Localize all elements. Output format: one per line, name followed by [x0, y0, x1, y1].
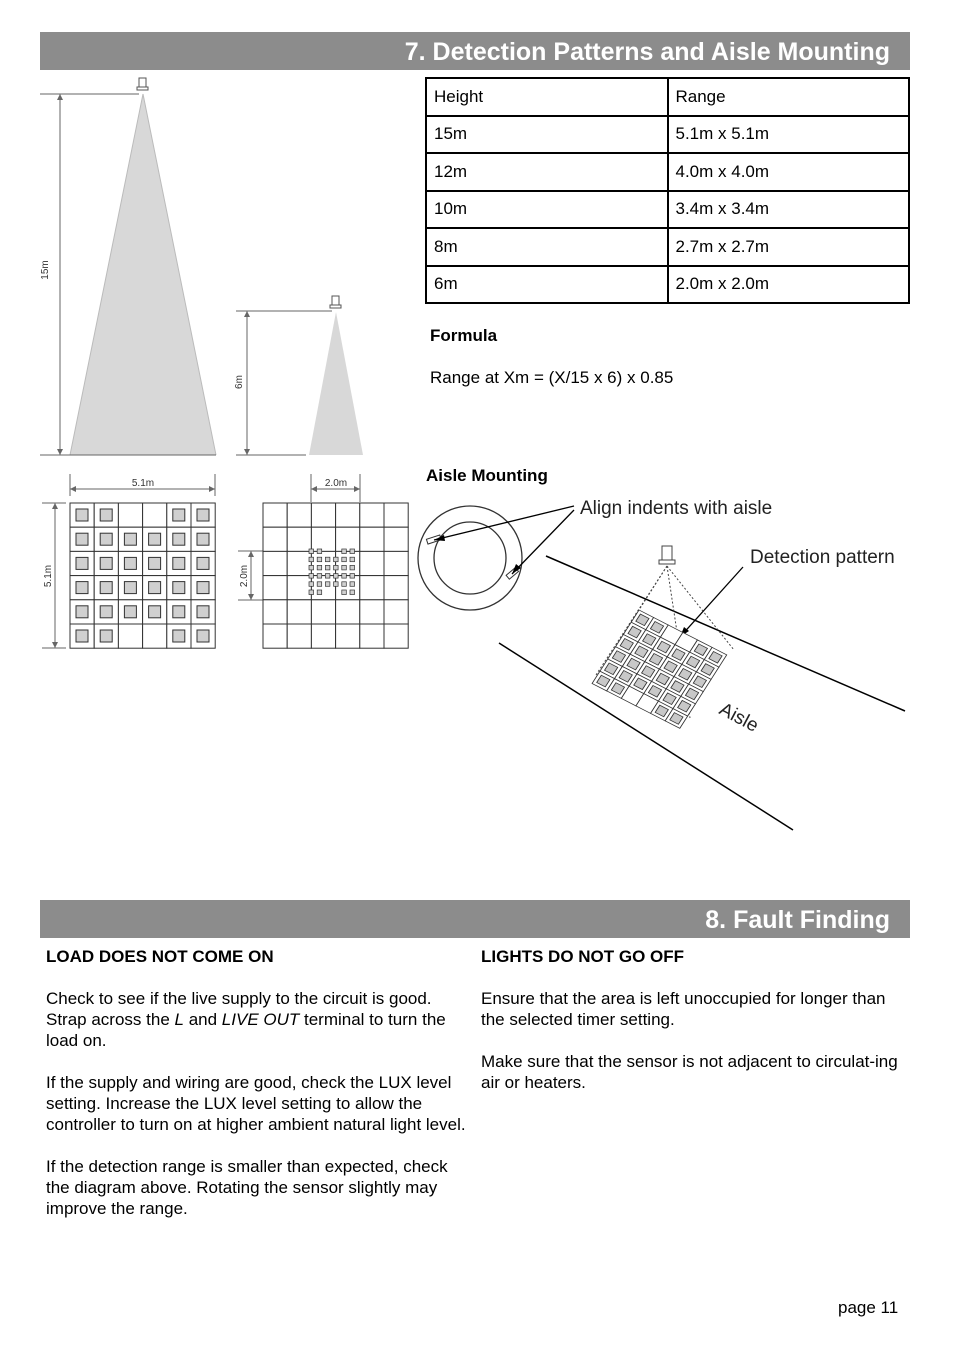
formula-heading: Formula — [430, 326, 498, 345]
zone-square — [76, 533, 88, 545]
paragraph: If the supply and wiring are good, check the LUX level setting. Increase the LUX level setting to allow the controller to turn on at higher ambient natural light level. — [46, 1073, 466, 1134]
zone-square — [124, 606, 136, 618]
width-2-0m-label: 2.0m — [324, 478, 348, 489]
zone-square — [342, 582, 347, 587]
zone-square — [350, 565, 355, 570]
zone-square — [342, 557, 347, 562]
zone-square — [334, 557, 339, 562]
grid-cell — [311, 576, 335, 600]
grid-cell — [384, 624, 408, 648]
zone-square — [76, 509, 88, 521]
grid-cell — [336, 551, 360, 575]
grid-cell — [360, 576, 384, 600]
grid-cell — [287, 551, 311, 575]
zone-square — [100, 582, 112, 594]
paragraph: Ensure that the area is left unoccupied for longer than the selected timer setting. — [481, 989, 886, 1029]
height-15m-label: 15m — [40, 260, 51, 280]
grid-cell — [384, 576, 408, 600]
load-heading: LOAD DOES NOT COME ON — [46, 947, 274, 966]
grid-cell — [143, 503, 167, 527]
zone-square — [197, 533, 209, 545]
grid-cell — [287, 600, 311, 624]
grid-cell — [336, 624, 360, 648]
zone-square — [100, 557, 112, 569]
grid-cell — [336, 576, 360, 600]
paragraph: If the detection range is smaller than expected, check the diagram above. Rotating the sensor slightly may improve the range. — [46, 1157, 448, 1218]
aisle-mounting-heading: Aisle Mounting — [426, 466, 548, 485]
zone-square — [309, 565, 314, 570]
zone-square — [173, 630, 185, 642]
grid-cell — [360, 600, 384, 624]
table-cell: 2.0m x 2.0m — [668, 266, 910, 304]
table-cell: 8m — [426, 228, 668, 266]
grid-cell — [311, 551, 335, 575]
zone-square — [124, 582, 136, 594]
right-column — [481, 946, 907, 1114]
zone-square — [197, 582, 209, 594]
cone-6m — [234, 296, 363, 455]
grid-cell — [360, 551, 384, 575]
zone-square — [197, 606, 209, 618]
grid-cell — [384, 503, 408, 527]
zone-square — [350, 582, 355, 587]
grid-cell — [311, 503, 335, 527]
zone-square — [173, 533, 185, 545]
grid-cell — [336, 527, 360, 551]
grid-cell — [263, 527, 287, 551]
zone-square — [124, 533, 136, 545]
zone-square — [342, 574, 347, 579]
table-cell: 3.4m x 3.4m — [668, 191, 910, 229]
zone-square — [350, 590, 355, 595]
height-6m-label: 6m — [234, 375, 245, 389]
sensor-icon — [662, 546, 672, 560]
zone-square — [342, 549, 347, 554]
zone-square — [76, 606, 88, 618]
grid-cell — [384, 600, 408, 624]
zone-square — [334, 574, 339, 579]
grid-cell — [263, 600, 287, 624]
zone-square — [173, 582, 185, 594]
page-number: page 11 — [838, 1298, 899, 1317]
zone-square — [334, 582, 339, 587]
zone-square — [317, 574, 322, 579]
zone-square — [309, 557, 314, 562]
zone-square — [173, 606, 185, 618]
grid-cell — [336, 600, 360, 624]
grid-cell — [263, 503, 287, 527]
zone-square — [309, 549, 314, 554]
zone-square — [124, 557, 136, 569]
paragraph: Make sure that the sensor is not adjacent to circulat-ing air or heaters. — [481, 1052, 898, 1092]
zone-square — [342, 590, 347, 595]
aisle-mounting-diagram — [418, 498, 905, 830]
aisle-label: Aisle — [715, 698, 762, 737]
grid-cell — [311, 600, 335, 624]
side-2-0m-label: 2.0m — [239, 564, 250, 588]
zone-square — [149, 606, 161, 618]
grid-cell — [287, 624, 311, 648]
zone-square — [173, 509, 185, 521]
grid-cell — [311, 624, 335, 648]
zone-square — [334, 565, 339, 570]
zone-square — [317, 557, 322, 562]
grid-cell — [118, 503, 142, 527]
grid-cell — [263, 551, 287, 575]
zone-square — [197, 509, 209, 521]
table-cell: 10m — [426, 191, 668, 229]
zone-square — [76, 582, 88, 594]
align-label: Align indents with aisle — [580, 498, 773, 519]
zone-square — [100, 533, 112, 545]
zone-square — [149, 557, 161, 569]
zone-square — [100, 630, 112, 642]
zone-square — [197, 557, 209, 569]
detection-pattern-label: Detection pattern — [750, 547, 895, 568]
table-cell: 2.7m x 2.7m — [668, 228, 910, 266]
grid-5-1m — [42, 474, 215, 648]
grid-cell — [143, 624, 167, 648]
cone-15m — [40, 78, 216, 455]
zone-square — [350, 549, 355, 554]
zone-square — [325, 565, 330, 570]
section-8-title: 8. Fault Finding — [40, 900, 910, 938]
zone-square — [100, 606, 112, 618]
grid-cell — [360, 503, 384, 527]
zone-square — [325, 574, 330, 579]
zone-square — [76, 630, 88, 642]
paragraph: Check to see if the live supply to the circuit is good. Strap across the L and LIVE OUT terminal to turn the load on. — [46, 989, 446, 1050]
zone-square — [309, 574, 314, 579]
table-cell: 5.1m x 5.1m — [668, 116, 910, 154]
zone-square — [197, 630, 209, 642]
grid-cell — [263, 624, 287, 648]
zone-square — [350, 557, 355, 562]
zone-square — [342, 565, 347, 570]
table-header-cell: Height — [426, 78, 668, 116]
table-header-cell: Range — [668, 78, 910, 116]
table-cell: 15m — [426, 116, 668, 154]
zone-square — [149, 533, 161, 545]
grid-cell — [287, 503, 311, 527]
zone-square — [317, 590, 322, 595]
grid-cell — [360, 527, 384, 551]
grid-cell — [384, 527, 408, 551]
zone-square — [325, 582, 330, 587]
grid-cell — [336, 503, 360, 527]
formula-text: Range at Xm = (X/15 x 6) x 0.85 — [430, 368, 674, 387]
zone-square — [325, 557, 330, 562]
zone-square — [317, 549, 322, 554]
table-cell: 12m — [426, 153, 668, 191]
zone-square — [100, 509, 112, 521]
table-cell: 6m — [426, 266, 668, 304]
grid-cell — [118, 624, 142, 648]
grid-cell — [360, 624, 384, 648]
grid-cell — [287, 576, 311, 600]
zone-square — [317, 582, 322, 587]
zone-square — [350, 574, 355, 579]
zone-square — [76, 557, 88, 569]
section-7-title: 7. Detection Patterns and Aisle Mounting — [40, 32, 910, 70]
grid-cell — [384, 551, 408, 575]
grid-cell — [287, 527, 311, 551]
zone-square — [317, 565, 322, 570]
zone-square — [149, 582, 161, 594]
width-5-1m-label: 5.1m — [131, 478, 155, 489]
left-column — [46, 946, 466, 1240]
grid-2-0m — [238, 474, 408, 648]
grid-cell — [311, 527, 335, 551]
zone-square — [173, 557, 185, 569]
zone-square — [309, 590, 314, 595]
side-5-1m-label: 5.1m — [43, 564, 54, 588]
table-cell: 4.0m x 4.0m — [668, 153, 910, 191]
lights-heading: LIGHTS DO NOT GO OFF — [481, 947, 685, 966]
grid-cell — [263, 576, 287, 600]
zone-square — [309, 582, 314, 587]
